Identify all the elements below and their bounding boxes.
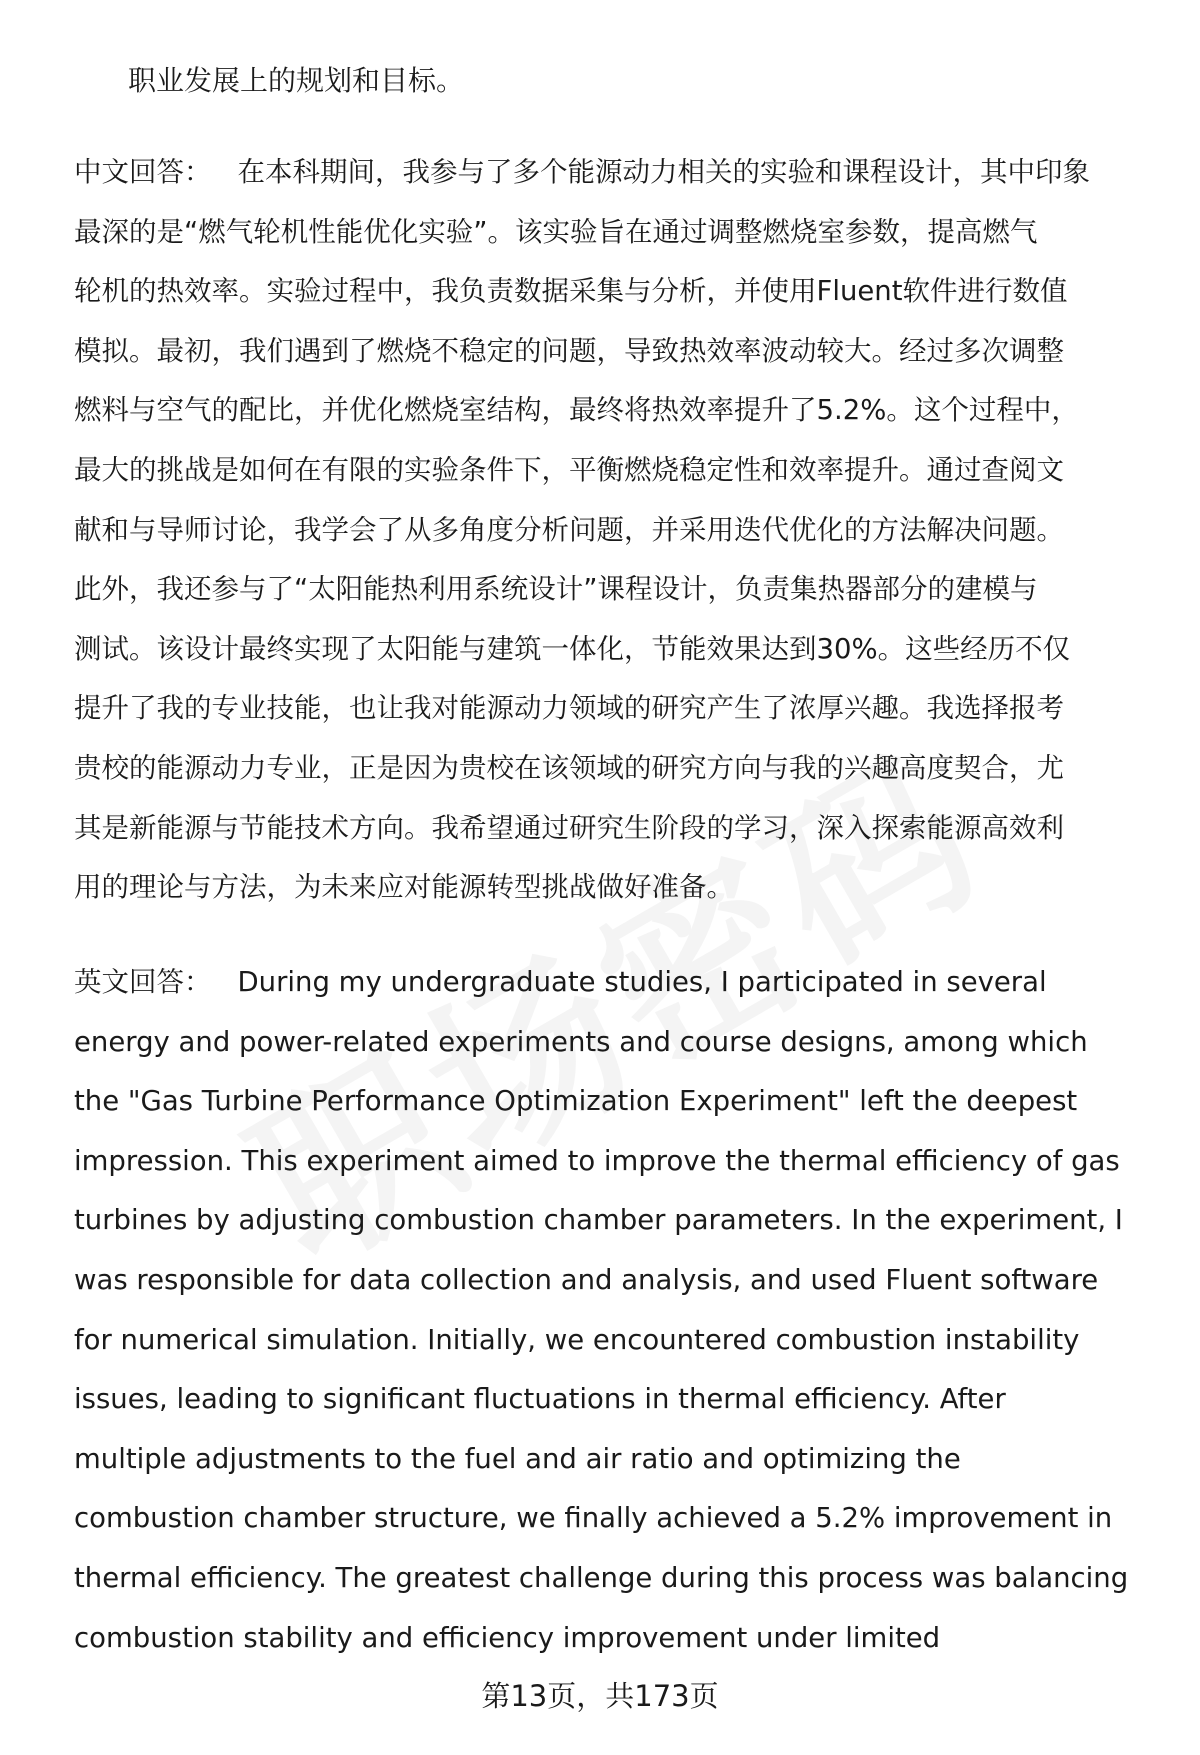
english-answer [74, 953, 1154, 1668]
answer-line: 最深的是“燃气轮机性能优化实验”。该实验旨在通过调整燃烧室参数，提高燃气 [74, 215, 1038, 248]
answer-line: combustion stability and efficiency improvement under limited [74, 1621, 941, 1654]
english-answer-label: 英文回答： [74, 966, 212, 998]
intro-line: 职业发展上的规划和目标。 [128, 64, 465, 97]
chinese-answer-label: 中文回答： [74, 156, 212, 188]
answer-line: for numerical simulation. Initially, we encountered combustion instability [74, 1323, 1080, 1356]
answer-line: thermal efficiency. The greatest challenge during this process was balancing [74, 1561, 1129, 1594]
answer-line-text: 在本科期间，我参与了多个能源动力相关的实验和课程设计，其中印象 [237, 156, 1090, 188]
answer-line: 此外，我还参与了“太阳能热利用系统设计”课程设计，负责集热器部分的建模与 [74, 573, 1038, 606]
answer-line: 最大的挑战是如何在有限的实验条件下，平衡燃烧稳定性和效率提升。通过查阅文 [74, 453, 1064, 486]
answer-line: multiple adjustments to the fuel and air ratio and optimizing the [74, 1442, 961, 1475]
answer-line: issues, leading to significant fluctuations in thermal efficiency. After [74, 1383, 1006, 1416]
answer-line: 献和与导师讨论，我学会了从多角度分析问题，并采用迭代优化的方法解决问题。 [74, 513, 1064, 546]
answer-line: impression. This experiment aimed to improve the thermal efficiency of gas [74, 1144, 1120, 1177]
answer-line: was responsible for data collection and analysis, and used Fluent software [74, 1263, 1099, 1296]
answer-line: energy and power-related experiments and course designs, among which [74, 1025, 1088, 1058]
chinese-answer [74, 143, 1154, 918]
answer-line [74, 953, 1154, 1013]
answer-line: 轮机的热效率。实验过程中，我负责数据采集与分析，并使用Fluent软件进行数值 [74, 275, 1068, 308]
answer-line: 贵校的能源动力专业，正是因为贵校在该领域的研究方向与我的兴趣高度契合，尤 [74, 751, 1064, 784]
answer-line: 提升了我的专业技能，也让我对能源动力领域的研究产生了浓厚兴趣。我选择报考 [74, 692, 1064, 725]
answer-line: 测试。该设计最终实现了太阳能与建筑一体化，节能效果达到30%。这些经历不仅 [74, 632, 1071, 665]
answer-line: 燃料与空气的配比，并优化燃烧室结构，最终将热效率提升了5.2%。这个过程中， [74, 394, 1079, 427]
answer-line: 用的理论与方法，为未来应对能源转型挑战做好准备。 [74, 871, 734, 904]
answer-line: the "Gas Turbine Performance Optimization Experiment" left the deepest [74, 1085, 1078, 1118]
answer-line: combustion chamber structure, we finally achieved a 5.2% improvement in [74, 1502, 1113, 1535]
answer-line: turbines by adjusting combustion chamber parameters. In the experiment, I [74, 1204, 1123, 1237]
answer-line-text: During my undergraduate studies, I participated in several [237, 966, 1047, 998]
answer-line [74, 143, 1154, 203]
page-number: 第13页，共173页 [481, 1679, 719, 1713]
answer-line: 模拟。最初，我们遇到了燃烧不稳定的问题，导致热效率波动较大。经过多次调整 [74, 334, 1064, 367]
answer-line: 其是新能源与节能技术方向。我希望通过研究生阶段的学习，深入探索能源高效利 [74, 811, 1064, 844]
